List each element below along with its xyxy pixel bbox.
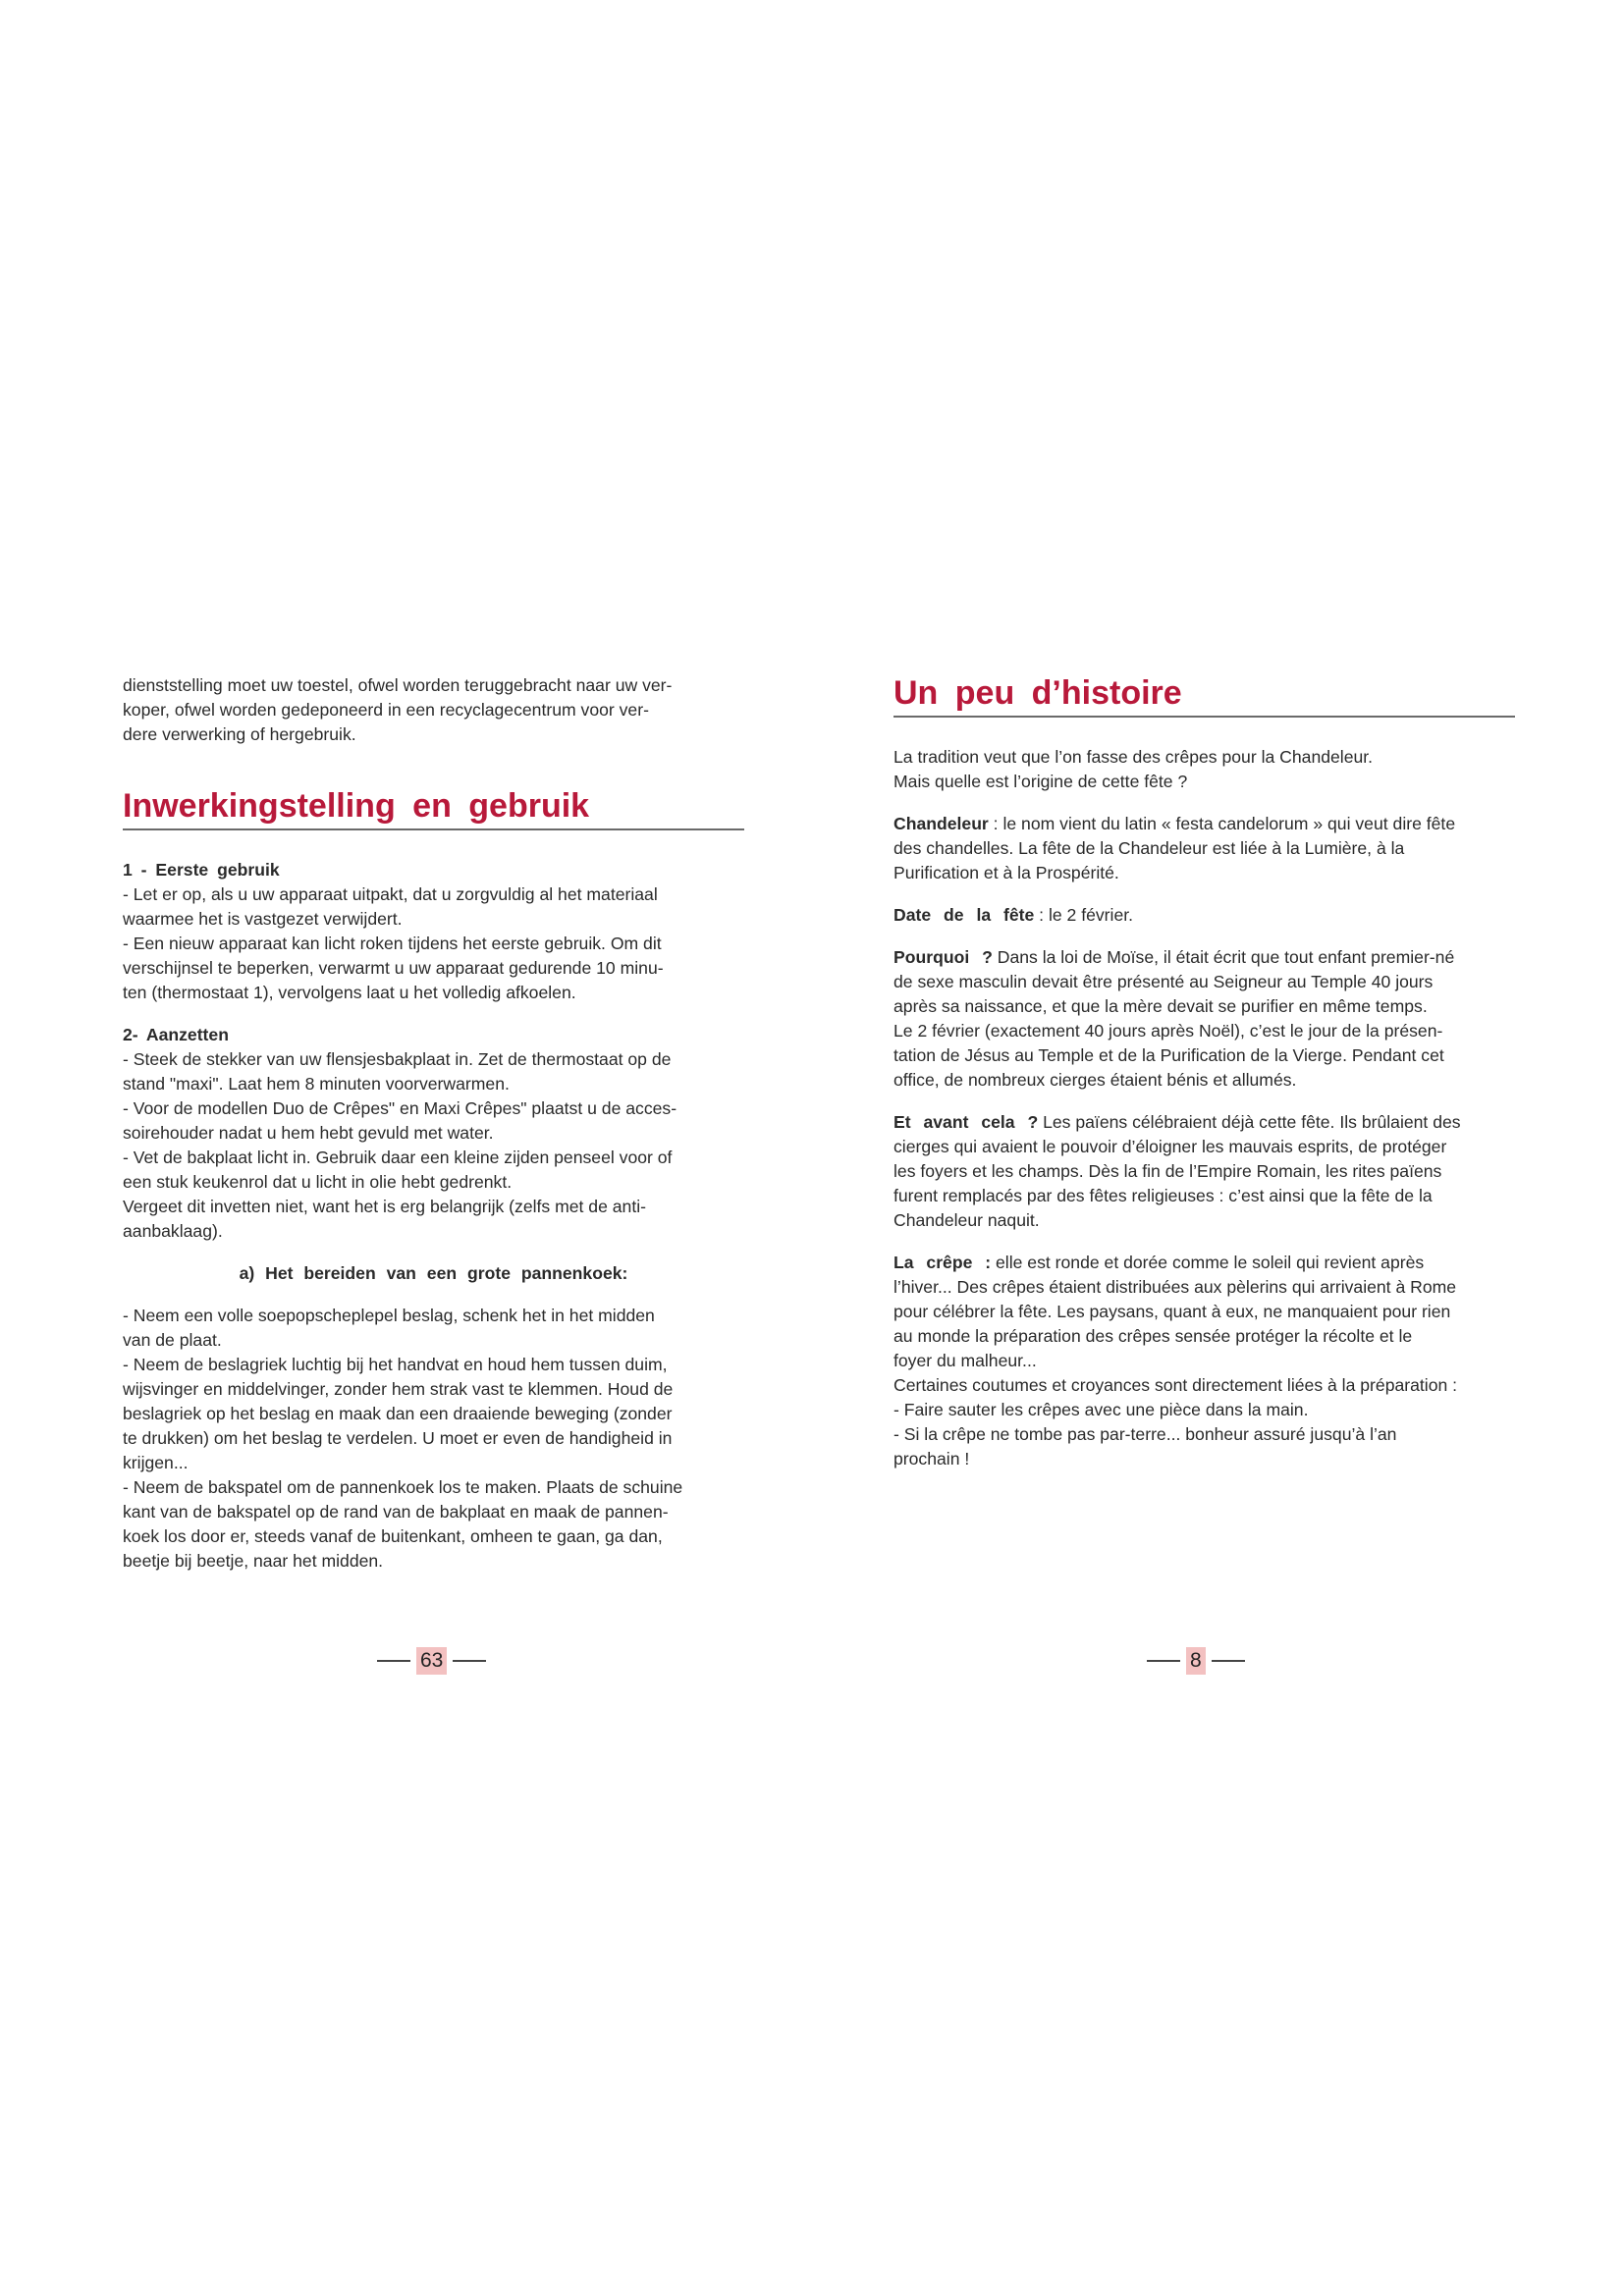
subheading-aanzetten: 2- Aanzetten [123,1025,229,1044]
page-number-63: 63 [416,1647,447,1675]
text-line: office, de nombreux cierges étaient bénis et allumés. [893,1070,1297,1090]
label-la-crepe: La crêpe : [893,1253,992,1272]
paragraph-pourquoi [893,945,1515,970]
text-line: Chandeleur naquit. [893,1210,1040,1230]
text-line: koek los door er, steeds vanaf de buitenkant, omheen te gaan, ga dan, [123,1526,663,1546]
text-line: verschijnsel te beperken, verwarmt u uw apparaat gedurende 10 minu- [123,958,664,978]
text-line: krijgen... [123,1453,189,1472]
subheading-eerste-gebruik: 1 - Eerste gebruik [123,860,280,880]
text-line: soirehouder nadat u hem hebt gevuld met water. [123,1123,494,1143]
text-line: ten (thermostaat 1), vervolgens laat u het volledig afkoelen. [123,983,576,1002]
text-line: aanbaklaag). [123,1221,223,1241]
folio-rule [377,1660,410,1662]
text-line: de sexe masculin devait être présenté au Seigneur au Temple 40 jours [893,972,1434,991]
text-line: : le nom vient du latin « festa candelorum » qui veut dire fête [988,814,1456,833]
page-number-right [1147,1647,1245,1675]
text-line: - Voor de modellen Duo de Crêpes" en Maxi Crêpes" plaatst u de acces- [123,1098,677,1118]
label-date: Date de la fête [893,905,1035,925]
text-line: Le 2 février (exactement 40 jours après Noël), c’est le jour de la présen- [893,1021,1443,1041]
label-pourquoi: Pourquoi ? [893,947,993,967]
text-line: stand "maxi". Laat hem 8 minuten voorverwarmen. [123,1074,510,1094]
paragraph-la-crepe [893,1251,1515,1275]
text-line: - Een nieuw apparaat kan licht roken tijdens het eerste gebruik. Om dit [123,934,662,953]
text-line: furent remplacés par des fêtes religieuses : c’est ainsi que la fête de la [893,1186,1433,1205]
intro-line-3: dere verwerking of hergebruik. [123,724,356,744]
text-line: Dans la loi de Moïse, il était écrit que tout enfant premier-né [992,947,1455,967]
paragraph-chandeleur [893,812,1515,836]
text-line: van de plaat. [123,1330,222,1350]
paragraph-date [893,903,1515,928]
left-page-column [123,673,744,1574]
page-number-8: 8 [1186,1647,1206,1675]
text-line: pour célébrer la fête. Les paysans, quant à eux, ne manquaient pour rien [893,1302,1451,1321]
text-line: - Faire sauter les crêpes avec une pièce dans la main. [893,1400,1309,1419]
text-line: foyer du malheur... [893,1351,1037,1370]
text-line: Purification et à la Prospérité. [893,863,1119,882]
folio-rule [1212,1660,1245,1662]
text-line: après sa naissance, et que la mère devait se purifier en même temps. [893,996,1428,1016]
text-line: elle est ronde et dorée comme le soleil qui revient après [991,1253,1425,1272]
intro-line-1: dienststelling moet uw toestel, ofwel worden teruggebracht naar uw ver- [123,675,673,695]
right-page-column [893,673,1515,1471]
label-avant-cela: Et avant cela ? [893,1112,1039,1132]
text-line: - Neem de beslagriek luchtig bij het handvat en houd hem tussen duim, [123,1355,668,1374]
folio-rule [1147,1660,1180,1662]
text-line: Les païens célébraient déjà cette fête. Ils brûlaient des [1038,1112,1461,1132]
subheading-grote-pannenkoek: a) Het bereiden van een grote pannenkoek: [239,1263,628,1283]
intro-line-1: La tradition veut que l’on fasse des crêpes pour la Chandeleur. [893,747,1374,767]
text-line: Certaines coutumes et croyances sont directement liées à la préparation : [893,1375,1458,1395]
text-line: - Si la crêpe ne tombe pas par-terre... bonheur assuré jusqu’à l’an [893,1424,1397,1444]
text-line: l’hiver... Des crêpes étaient distribuées aux pèlerins qui arrivaient à Rome [893,1277,1457,1297]
text-line: - Let er op, als u uw apparaat uitpakt, dat u zorgvuldig al het materiaal [123,884,658,904]
text-line: waarmee het is vastgezet verwijdert. [123,909,403,929]
text-line: kant van de bakspatel op de rand van de bakplaat en maak de pannen- [123,1502,669,1522]
text-line: : le 2 février. [1034,905,1134,925]
section-heading-histoire: Un peu d’histoire [893,673,1515,718]
intro-line-2: koper, ofwel worden gedeponeerd in een recyclagecentrum voor ver- [123,700,649,720]
text-line: cierges qui avaient le pouvoir d’éloigner les mauvais esprits, de protéger [893,1137,1447,1156]
section-heading-inwerkingstelling: Inwerkingstelling en gebruik [123,786,744,830]
text-line: au monde la préparation des crêpes sensée protéger la récolte et le [893,1326,1413,1346]
text-line: tation de Jésus au Temple et de la Purification de la Vierge. Pendant cet [893,1045,1444,1065]
text-line: beslagriek op het beslag en maak dan een draaiende beweging (zonder [123,1404,673,1423]
text-line: - Steek de stekker van uw flensjesbakplaat in. Zet de thermostaat op de [123,1049,672,1069]
paragraph-avant-cela [893,1110,1515,1135]
text-line: beetje bij beetje, naar het midden. [123,1551,384,1571]
text-line: prochain ! [893,1449,970,1468]
folio-rule [453,1660,486,1662]
label-chandeleur: Chandeleur [893,814,989,833]
text-line: wijsvinger en middelvinger, zonder hem strak vast te klemmen. Houd de [123,1379,674,1399]
text-line: Vergeet dit invetten niet, want het is erg belangrijk (zelfs met de anti- [123,1197,646,1216]
text-line: les foyers et les champs. Dès la fin de l’Empire Romain, les rites païens [893,1161,1442,1181]
text-line: des chandelles. La fête de la Chandeleur est liée à la Lumière, à la [893,838,1405,858]
text-line: te drukken) om het beslag te verdelen. U moet er even de handigheid in [123,1428,673,1448]
text-line: - Neem een volle soepopscheplepel beslag, schenk het in het midden [123,1306,655,1325]
text-line: een stuk keukenrol dat u licht in olie hebt gedrenkt. [123,1172,513,1192]
text-line: - Vet de bakplaat licht in. Gebruik daar een kleine zijden penseel voor of [123,1148,673,1167]
intro-line-2: Mais quelle est l’origine de cette fête ? [893,772,1188,791]
page-number-left [377,1647,486,1675]
text-line: - Neem de bakspatel om de pannenkoek los te maken. Plaats de schuine [123,1477,683,1497]
